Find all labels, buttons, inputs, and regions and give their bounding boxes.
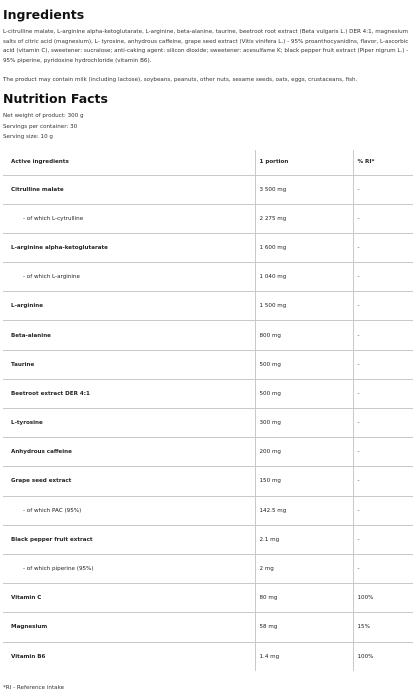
serving-size: Serving size: 10 g [3,134,53,140]
table-row [3,321,413,350]
portion-amount: 2 275 mg [255,204,353,233]
table-row [3,233,413,262]
portion-amount: 3 500 mg [255,175,353,204]
ri-value: - [353,292,413,321]
header-ri: % RI* [353,150,413,176]
footnote: *RI - Reference intake [3,684,65,691]
table-row [3,525,413,554]
table-row [3,467,413,496]
table-row [3,263,413,292]
portion-amount: 800 mg [255,321,353,350]
ingredient-name: Vitamin B6 [3,642,255,671]
ri-value: - [353,525,413,554]
ingredient-name: L-arginine alpha-ketoglutarate [3,233,255,262]
table-row [3,379,413,408]
ingredient-name: Beta-alanine [3,321,255,350]
ingredient-name: - of which L-cytrulline [3,204,255,233]
portion-amount: 1 040 mg [255,263,353,292]
ingredient-name: Beetroot extract DER 4:1 [3,379,255,408]
ri-value: - [353,175,413,204]
table-row [3,584,413,613]
ri-value: - [353,438,413,467]
table-row [3,204,413,233]
portion-amount: 80 mg [255,584,353,613]
portion-amount: 2.1 mg [255,525,353,554]
ingredient-name: Magnesium [3,613,255,642]
ingredient-name: Anhydrous caffeine [3,438,255,467]
ingredient-name: - of which L-arginine [3,263,255,292]
ingredient-name: Citrulline malate [3,175,255,204]
product-meta [3,111,413,143]
ingredient-name: Vitamin C [3,584,255,613]
portion-amount: 2 mg [255,554,353,583]
ri-value: - [353,496,413,525]
header-active-ingredients: Active ingredients [3,150,255,176]
table-row [3,292,413,321]
table-row [3,613,413,642]
table-row [3,409,413,438]
ri-value: - [353,204,413,233]
allergen-text: The product may contain milk (including lactose), soybeans, peanuts, other nuts, sesame seeds, oats, eggs, crustaceans, fish. [3,77,358,83]
ingredients-heading: Ingredients [3,7,85,22]
ri-value: 100% [357,653,374,660]
ingredient-name: - of which PAC (95%) [3,496,255,525]
ri-value: - [353,554,413,583]
table-row [3,350,413,379]
ri-value: - [353,263,413,292]
portion-amount: 500 mg [255,350,353,379]
portion-amount: 1 500 mg [255,292,353,321]
ri-value: - [353,321,413,350]
ingredient-name: - of which piperine (95%) [3,554,255,583]
portion-amount: 1 600 mg [255,233,353,262]
portion-amount: 142.5 mg [255,496,353,525]
portion-amount: 1.4 mg [255,642,353,671]
ingredient-name: L-tyrosine [3,409,255,438]
ingredients-text: L-citrulline malate, L-arginine alpha-ketoglutarate, L-arginine, beta-alanine, taurine, beetroot root extract (Beta vulgaris L.) DER 4:1, magnesium salts of citric acid (magnesium), L- tyrosine, anhydrous caffeine, grape seed extract (Vitis vinifera L.) - 95% proanthocyanidins, flavor, L-ascorbic acid (vitamin C), sweetener: sucralose; anti-caking agent: silicon dioxide; sweetener: acesulfame K; black pepper fruit extract (Piper nigrum L.) - 95% piperine, pyridoxine hydrochloride (vitamin B6). [3,29,409,64]
header-portion: 1 portion [255,150,353,176]
table-row [3,642,413,671]
portion-amount: 300 mg [255,409,353,438]
portion-amount: 500 mg [255,379,353,408]
table-row [3,554,413,583]
ri-value: 15% [353,613,413,642]
table-row [3,438,413,467]
ri-value: - [353,233,413,262]
table-row [3,175,413,204]
ri-value: - [353,467,413,496]
ingredient-name: Taurine [3,350,255,379]
table-row [3,496,413,525]
ingredient-name: Black pepper fruit extract [3,525,255,554]
portion-amount: 58 mg [255,613,353,642]
servings-per-container: Servings per container: 30 [3,123,78,130]
portion-amount: 200 mg [255,438,353,467]
ingredient-name: L-arginine [3,292,255,321]
ri-value: - [353,379,413,408]
ri-value: - [353,409,413,438]
ingredient-name: Grape seed extract [3,467,255,496]
ri-value: 100% [353,584,413,613]
nutrition-table [3,150,413,671]
nutrition-facts-heading: Nutrition Facts [3,91,108,106]
ri-value: - [353,350,413,379]
table-header-row [3,150,413,176]
net-weight: Net weight of product: 300 g [3,113,84,119]
portion-amount: 150 mg [255,467,353,496]
